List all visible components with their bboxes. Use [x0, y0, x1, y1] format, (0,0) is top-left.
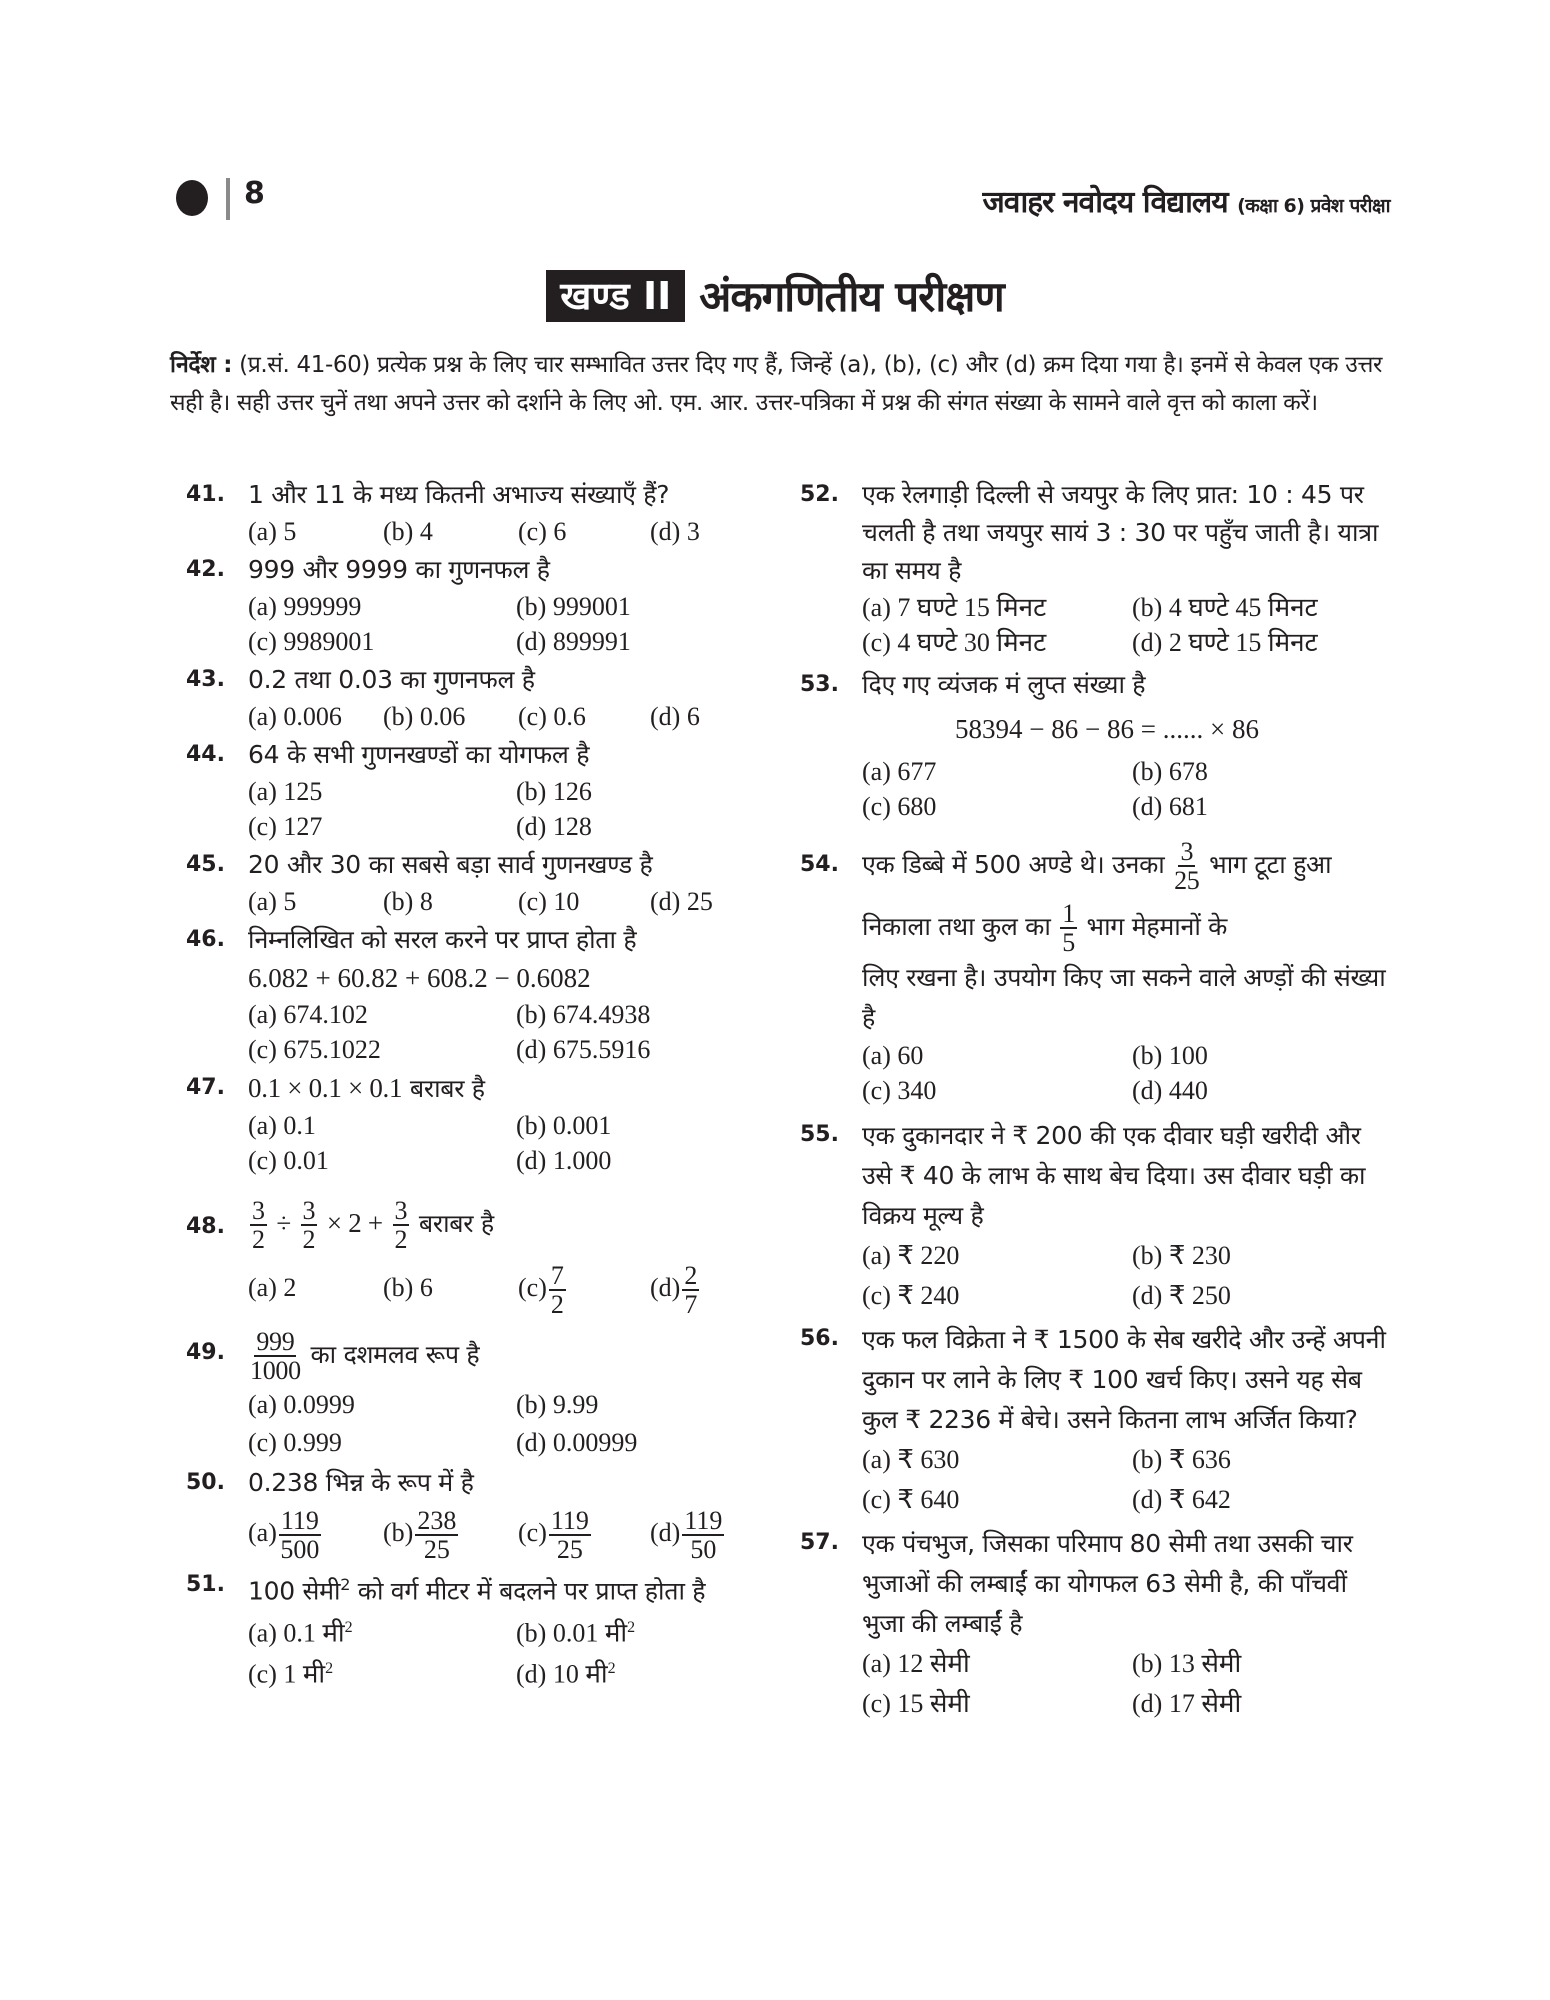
operator: × 2 + [326, 1208, 383, 1238]
fraction: $\frac{999}{1000}$ [250, 1326, 301, 1385]
option-c[interactable] [518, 1502, 650, 1564]
option-a[interactable]: (a) 999999 [248, 592, 362, 621]
fraction: $\frac{119}{25}$ [550, 1505, 589, 1565]
options [248, 774, 756, 844]
question-text: 20 और 30 का सबसे बड़ा सार्व गुणनखण्ड है [248, 850, 653, 879]
option-a[interactable]: (a) 677 [862, 757, 937, 786]
question-text: 999 और 9999 का गुणनफल है [248, 555, 550, 584]
option-a[interactable]: (a) 5 [248, 887, 297, 916]
text-part: भाग टूटा [1209, 850, 1286, 879]
option-b[interactable]: (b) 100 [1132, 1041, 1208, 1070]
text-part: हुआ निकाला तथा कुल का [862, 850, 1332, 941]
option-a[interactable]: (a) 7 घण्टे 15 मिनट [862, 593, 1047, 622]
question-expression: 58394 − 86 − 86 = ...... × 86 [955, 714, 1259, 744]
superscript: 2 [325, 1659, 334, 1677]
question-text: एक दुकानदार ने ₹ 200 की एक दीवार घड़ी खरीदी और उसे ₹ 40 के लाभ के साथ बेच दिया। उस दीवार घड़ी का विक्रय मूल्य है [862, 1121, 1366, 1230]
option-c[interactable]: (c) 127 [248, 812, 323, 841]
option-label: (c) [518, 1518, 547, 1547]
option-value: (c) 1 मी [248, 1659, 326, 1689]
option-d[interactable]: (d) 1.000 [516, 1146, 612, 1175]
option-d[interactable]: (d) 25 [650, 887, 713, 916]
question-number: 54. [800, 852, 839, 877]
header-divider [226, 178, 230, 220]
options [248, 1386, 756, 1462]
option-d[interactable]: (d) 6 [650, 702, 700, 731]
option-b[interactable]: (b) 4 घण्टे 45 मिनट [1132, 593, 1318, 622]
option-a[interactable]: (a) 12 सेमी [862, 1649, 970, 1678]
question-41 [186, 476, 756, 549]
option-c[interactable]: (c) 4 घण्टे 30 मिनट [862, 628, 1047, 657]
option-d[interactable]: (d) 128 [516, 812, 592, 841]
fraction: $\frac{3}{25}$ [1174, 836, 1200, 895]
option-c[interactable]: (c) 0.999 [248, 1428, 342, 1457]
operator: ÷ [276, 1208, 291, 1238]
question-number: 52. [800, 482, 839, 507]
right-column [800, 476, 1392, 1726]
running-title-main: जवाहर नवोदय विद्यालय [982, 185, 1228, 220]
option-d[interactable]: (d) 17 सेमी [1132, 1689, 1242, 1718]
question-text: 0.2 तथा 0.03 का गुणनफल है [248, 665, 535, 694]
question-48 [186, 1192, 756, 1320]
options [248, 589, 756, 659]
option-b[interactable] [516, 1610, 776, 1651]
option-label: (b) [383, 1518, 414, 1547]
option-c[interactable] [518, 1256, 650, 1320]
option-d[interactable]: (d) 2 घण्टे 15 मिनट [1132, 628, 1318, 657]
question-57 [800, 1524, 1392, 1724]
option-label: (d) [650, 1518, 681, 1547]
option-c[interactable]: (c) 9989001 [248, 627, 375, 656]
option-b[interactable]: (b) 0.06 [383, 702, 466, 731]
question-43 [186, 661, 756, 734]
options [862, 1644, 1392, 1724]
question-number: 48. [186, 1214, 225, 1239]
question-54 [800, 834, 1392, 1108]
question-text-tail: को वर्ग मीटर में बदलने पर प्राप्त होता है [357, 1576, 706, 1606]
directions [170, 346, 1382, 422]
option-a[interactable]: (a) 0.006 [248, 702, 342, 731]
option-c[interactable]: (c) 0.6 [518, 702, 586, 731]
option-b[interactable]: (b) 126 [516, 777, 592, 806]
options [862, 1440, 1392, 1520]
question-46 [186, 921, 756, 1067]
fraction: $\frac{3}{2}$ [252, 1195, 265, 1254]
option-value: (d) 10 मी [516, 1659, 608, 1689]
option-b[interactable]: (b) 13 सेमी [1132, 1649, 1242, 1678]
question-text: 1 और 11 के मध्य कितनी अभाज्य संख्याएँ हैं? [248, 480, 670, 509]
question-text: दिए गए व्यंजक मं लुप्त संख्या है [862, 670, 1146, 699]
question-56 [800, 1320, 1392, 1520]
options [248, 1610, 756, 1691]
option-d[interactable]: (d) 0.00999 [516, 1428, 638, 1457]
question-number: 51. [186, 1572, 225, 1597]
question-text [248, 1192, 756, 1256]
option-c[interactable] [248, 1651, 516, 1692]
option-d[interactable]: (d) 681 [1132, 792, 1208, 821]
option-label: (a) [248, 1518, 277, 1547]
question-text-head: 100 सेमी [248, 1576, 341, 1606]
fraction: $\frac{238}{25}$ [417, 1505, 457, 1565]
option-b[interactable]: (b) 674.4938 [516, 1000, 651, 1029]
question-text: एक रेलगाड़ी दिल्ली से जयपुर के लिए प्रात: 10 : 45 पर चलती है तथा जयपुर सायं 3 : 30 पर पहुँच जाती है। यात्रा का समय है [862, 480, 1379, 585]
option-b[interactable]: (b) ₹ 230 [1132, 1241, 1231, 1270]
option-a[interactable]: (a) ₹ 220 [862, 1241, 960, 1270]
options [248, 699, 756, 734]
option-c[interactable]: (c) 680 [862, 792, 937, 821]
options [862, 754, 1392, 824]
option-a[interactable]: (a) 60 [862, 1041, 924, 1070]
option-c[interactable]: (c) ₹ 640 [862, 1485, 960, 1514]
options [248, 997, 756, 1067]
option-d[interactable]: (d) 675.5916 [516, 1035, 651, 1064]
option-b[interactable]: (b) 999001 [516, 592, 631, 621]
section-heading [0, 267, 1550, 324]
fraction: $\frac{3}{2}$ [302, 1195, 316, 1254]
option-value: (b) 0.01 मी [516, 1618, 628, 1648]
question-number: 50. [186, 1470, 225, 1495]
option-b[interactable]: (b) 678 [1132, 757, 1208, 786]
fraction: $\frac{1}{5}$ [1062, 898, 1075, 957]
question-number: 57. [800, 1530, 839, 1555]
option-a[interactable]: (a) 5 [248, 517, 297, 546]
page-header [170, 176, 1390, 220]
question-number: 47. [186, 1075, 225, 1100]
option-a[interactable]: (a) 125 [248, 777, 323, 806]
text-part: एक डिब्बे में 500 अण्डे थे। उनका [862, 850, 1165, 879]
question-text-cont: लिए रखना है। उपयोग किए जा सकने वाले अण्ड़ों की संख्या है [862, 963, 1386, 1032]
option-d[interactable]: (d) 440 [1132, 1076, 1208, 1105]
question-45 [186, 846, 756, 919]
directions-label: निर्देश : [170, 352, 232, 378]
question-text: एक फल विक्रेता ने ₹ 1500 के सेब खरीदे और उन्हें अपनी दुकान पर लाने के लिए ₹ 100 खर्च किए। उसने यह सेब कुल ₹ 2236 में बेचे। उसने कितना लाभ अर्जित किया? [862, 1325, 1386, 1434]
option-a[interactable] [248, 1502, 383, 1564]
option-b[interactable] [383, 1502, 518, 1564]
option-c[interactable]: (c) 10 [518, 887, 580, 916]
question-text-tail: बराबर है [418, 1209, 494, 1238]
option-label: (c) [518, 1273, 547, 1302]
fraction: $\frac{119}{500}$ [280, 1505, 320, 1565]
question-44 [186, 736, 756, 844]
option-b[interactable]: (b) ₹ 636 [1132, 1445, 1231, 1474]
option-c[interactable]: (c) 340 [862, 1076, 937, 1105]
question-number: 53. [800, 672, 839, 697]
superscript: 2 [340, 1575, 351, 1594]
option-c[interactable]: (c) 15 सेमी [862, 1689, 970, 1718]
option-d[interactable] [516, 1651, 776, 1692]
question-number: 55. [800, 1122, 839, 1147]
question-number: 42. [186, 557, 225, 582]
question-expression: 0.1 × 0.1 × 0.1 [248, 1073, 403, 1103]
option-d[interactable] [650, 1256, 770, 1320]
options [862, 1236, 1392, 1316]
option-d[interactable]: (d) 3 [650, 517, 700, 546]
option-d[interactable]: (d) ₹ 642 [1132, 1485, 1231, 1514]
question-text [248, 1324, 756, 1386]
question-52 [800, 476, 1392, 660]
option-d[interactable]: (d) ₹ 250 [1132, 1281, 1231, 1310]
option-c[interactable]: (c) ₹ 240 [862, 1281, 960, 1310]
question-text [862, 834, 1392, 958]
question-text: निम्नलिखित को सरल करने पर प्राप्त होता है [248, 925, 637, 954]
option-b[interactable]: (b) 6 [383, 1273, 433, 1302]
question-number: 46. [186, 927, 225, 952]
question-text: 0.238 भिन्न के रूप में है [248, 1468, 474, 1497]
fraction: $\frac{3}{2}$ [394, 1195, 408, 1254]
superscript: 2 [627, 1619, 636, 1637]
page-number: 8 [244, 176, 265, 211]
option-a[interactable]: (a) 0.1 [248, 1111, 316, 1140]
option-c[interactable]: (c) 675.1022 [248, 1035, 381, 1064]
superscript: 2 [607, 1659, 616, 1677]
section-label: खण्ड II [546, 270, 685, 322]
question-49 [186, 1324, 756, 1462]
fraction: $\frac{2}{7}$ [684, 1260, 698, 1320]
option-a[interactable]: (a) 0.0999 [248, 1390, 355, 1419]
question-expression: 6.082 + 60.82 + 608.2 − 0.6082 [248, 963, 591, 993]
superscript: 2 [344, 1619, 353, 1637]
question-47 [186, 1069, 756, 1178]
fraction: $\frac{119}{50}$ [684, 1505, 723, 1565]
question-55 [800, 1116, 1392, 1316]
question-42 [186, 551, 756, 659]
option-value: (a) 0.1 मी [248, 1618, 345, 1648]
question-text-tail: बराबर है [409, 1074, 485, 1103]
left-column [186, 476, 756, 1694]
options [862, 1038, 1392, 1108]
directions-text: (प्र.सं. 41-60) प्रत्येक प्रश्न के लिए चार सम्भावित उत्तर दिए गए हैं, जिन्हें (a), (b), (c) और (d) क्रम दिया गया है। इनमें से केवल एक उत्तर सही है। सही उत्तर चुनें तथा अपने उत्तर को दर्शाने के लिए ओ. एम. आर. उत्तर-पत्रिका में प्रश्न की संगत संख्या के सामने वाले वृत्त को काला करें। [170, 352, 1382, 416]
question-53 [800, 666, 1392, 824]
option-c[interactable]: (c) 0.01 [248, 1146, 329, 1175]
option-a[interactable] [248, 1610, 516, 1651]
option-d[interactable]: (d) 899991 [516, 627, 631, 656]
question-text [248, 1566, 756, 1610]
options [248, 884, 756, 919]
section-title: अंकगणितीय परीक्षण [699, 272, 1004, 321]
question-text: एक पंचभुज, जिसका परिमाप 80 सेमी तथा उसकी चार भुजाओं की लम्बाईं का योगफल 63 सेमी है, की पाँचवीं भुजा की लम्बाईं है [862, 1529, 1353, 1638]
question-text [248, 1069, 756, 1108]
option-d[interactable] [650, 1502, 770, 1564]
question-50 [186, 1464, 756, 1564]
options [862, 590, 1392, 660]
option-a[interactable]: (a) ₹ 630 [862, 1445, 960, 1474]
bullet-circle-icon [176, 180, 208, 216]
option-a[interactable]: (a) 674.102 [248, 1000, 368, 1029]
options [248, 1256, 756, 1320]
question-number: 56. [800, 1326, 839, 1351]
option-b[interactable]: (b) 9.99 [516, 1390, 599, 1419]
running-title-sub: (कक्षा 6) प्रवेश परीक्षा [1237, 195, 1390, 217]
options [248, 514, 756, 549]
option-c[interactable]: (c) 6 [518, 517, 567, 546]
options [248, 1502, 756, 1564]
question-number: 44. [186, 742, 225, 767]
question-number: 45. [186, 852, 225, 877]
running-title [983, 180, 1390, 221]
question-text: 64 के सभी गुणनखण्डों का योगफल है [248, 740, 590, 769]
question-51 [186, 1566, 756, 1692]
question-text-tail: का दशमलव रूप है [310, 1340, 480, 1369]
option-label: (d) [650, 1273, 681, 1302]
question-number: 49. [186, 1340, 225, 1365]
option-b[interactable]: (b) 0.001 [516, 1111, 612, 1140]
question-number: 41. [186, 482, 225, 507]
question-number: 43. [186, 667, 225, 692]
options [248, 1108, 756, 1178]
option-b[interactable]: (b) 8 [383, 887, 433, 916]
text-part: भाग मेहमानों के [1086, 912, 1228, 941]
fraction: $\frac{7}{2}$ [550, 1260, 564, 1320]
option-b[interactable]: (b) 4 [383, 517, 433, 546]
option-a[interactable]: (a) 2 [248, 1273, 297, 1302]
